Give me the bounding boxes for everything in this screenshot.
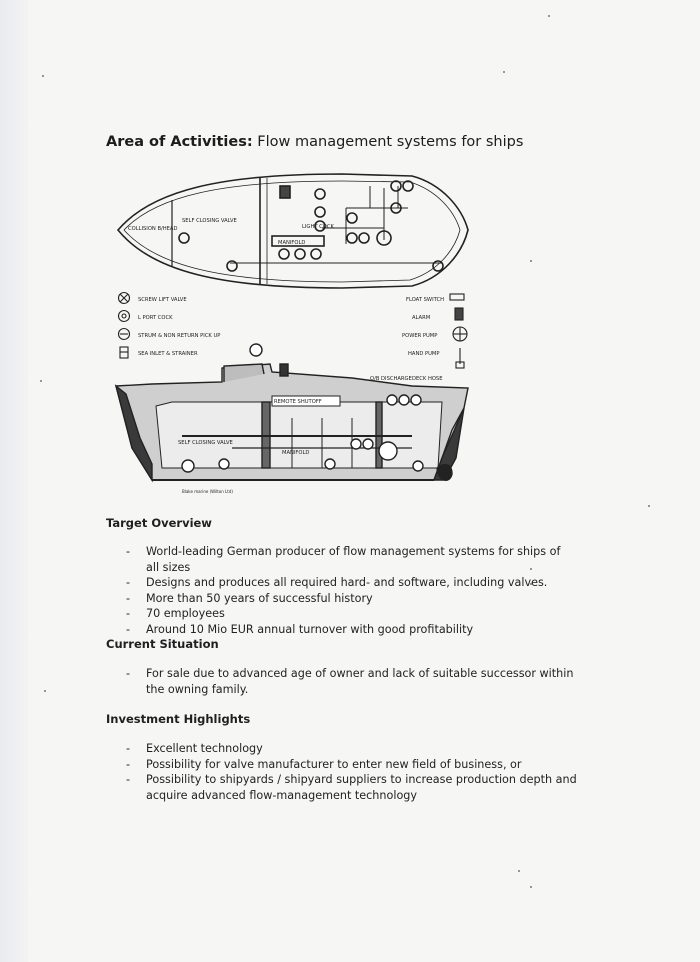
hull-side-view [116,344,468,480]
label-remote-shutoff: REMOTE SHUTOFF [274,399,322,405]
scan-shadow [0,0,28,962]
list-item: - Possibility for valve manufacturer to enter new field of business, or [126,757,594,773]
legend-item: SEA INLET & STRAINER [138,351,198,357]
scan-speck [530,260,532,262]
scan-speck [548,15,550,17]
legend-item: L PORT COCK [138,315,173,321]
scan-speck [44,690,46,692]
legend-item: STRUM & NON RETURN PICK UP [138,333,221,339]
ship-diagram [112,168,484,500]
scan-speck [518,870,520,872]
title-bold: Area of Activities: [106,134,253,150]
legend-item: HAND PUMP [408,351,440,357]
scan-speck [40,380,42,382]
list-item: - Possibility to shipyards / shipyard suppliers to increase production depth and acquire advanced flow-management technology [126,772,594,803]
diagram-credit: Blake marine (Wilton Ltd) [182,489,233,494]
list-item: - For sale due to advanced age of owner and lack of suitable successor within the owning family. [126,666,586,697]
section-title-target: Target Overview [106,516,212,530]
list-item: - Excellent technology [126,741,594,757]
label-self-closing-valve: SELF CLOSING VALVE [182,218,237,224]
label-manifold-side: MANIFOLD [282,450,310,456]
label-collision-bhead: COLLISION B/HEAD [128,226,178,232]
list-item: - 70 employees [126,606,576,622]
section-title-investment: Investment Highlights [106,712,251,726]
list-item: - World-leading German producer of flow management systems for ships of all sizes [126,544,576,575]
scan-speck [530,886,532,888]
label-self-closing-valve-side: SELF CLOSING VALVE [178,440,233,446]
title-rest: Flow management systems for ships [252,134,524,150]
label-ob-discharge: O/B DISCHARGE [370,376,412,382]
target-list [126,544,576,637]
situation-list [126,666,586,697]
investment-list [126,741,594,803]
list-item: - Designs and produces all required hard- and software, including valves. [126,575,576,591]
page-title [106,134,523,150]
legend-item: FLOAT SWITCH [406,297,444,303]
valve-legend [119,293,468,369]
list-item: - Around 10 Mio EUR annual turnover with good profitability [126,622,576,638]
scan-speck [503,71,505,73]
section-title-situation: Current Situation [106,637,219,651]
scan-speck [42,75,44,77]
legend-item: ALARM [412,315,431,321]
label-deck-hose: DECK HOSE [412,376,443,382]
list-item: - More than 50 years of successful history [126,591,576,607]
label-light-cock: LIGHT COCK [302,224,334,230]
legend-item: POWER PUMP [402,333,438,339]
label-manifold: MANIFOLD [278,240,306,246]
scan-speck [648,505,650,507]
legend-item: SCREW LIFT VALVE [138,297,187,303]
plan-view-labels [128,218,334,246]
